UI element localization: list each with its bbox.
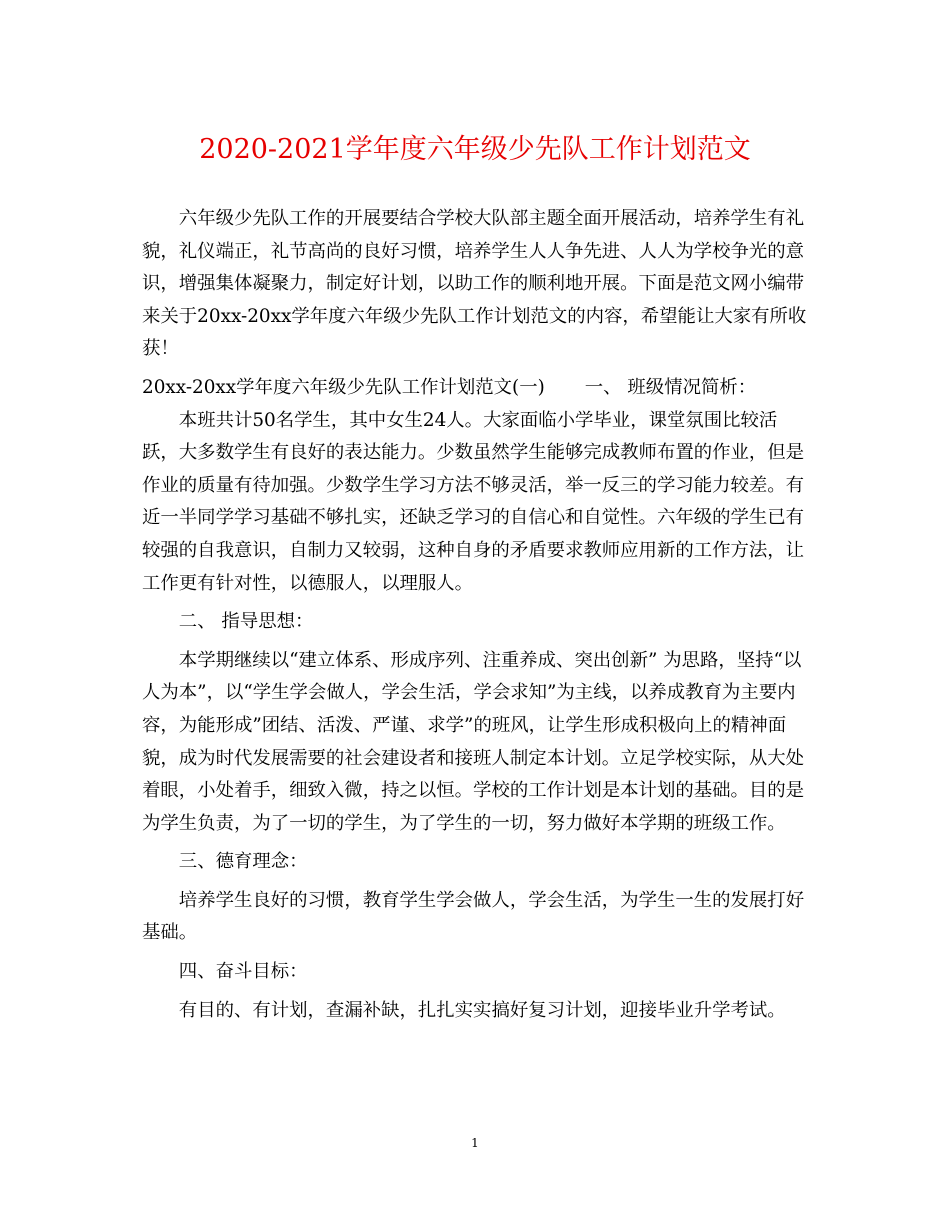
- section3-heading: 三、德育理念：: [178, 851, 308, 873]
- document-body: [142, 203, 810, 1027]
- section4-heading: 四、奋斗目标：: [178, 961, 308, 983]
- section1-body: 本班共计50名学生，其中女生24人。大家面临小学毕业，课堂氛围比较活跃，大多数学生有良好的表达能力。少数虽然学生能够完成教师布置的作业，但是作业的质量有待加强。少数学生学习方法不够灵活，举一反三的学习能力较差。有近一半同学学习基础不够扎实，还缺乏学习的自信心和自觉性。六年级的学生已有较强的自我意识，自制力又较弱，这种自身的矛盾要求教师应用新的工作方法，让工作更有针对性，以德服人，以理服人。: [142, 409, 805, 594]
- page-number: 1: [471, 1136, 479, 1150]
- section2-body: 本学期继续以“建立体系、形成序列、注重养成、突出创新” 为思路，坚持“以人为本”，以“学生学会做人，学会生活，学会求知”为主线，以养成教育为主要内容，为能形成”团结、活泼、严谨、求学”的班风，让学生形成积极向上的精神面貌，成为时代发展需要的社会建设者和接班人制定本计划。立足学校实际，从大处着眼，小处着手，细致入微，持之以恒。学校的工作计划是本计划的基础。目的是为学生负责，为了一切的学生，为了学生的一切，努力做好本学期的班级工作。: [142, 649, 805, 834]
- intro-paragraph: 六年级少先队工作的开展要结合学校大队部主题全面开展活动，培养学生有礼貌，礼仪端正，礼节高尚的良好习惯，培养学生人人争先进、人人为学校争光的意识，增强集体凝聚力，制定好计划，以助工作的顺利地开展。下面是范文网小编带来关于20xx-20xx学年度六年级少先队工作计划范文的内容，希望能让大家有所收获！: [142, 208, 807, 360]
- subtitle-line: [142, 372, 810, 405]
- section3-body: 培养学生良好的习惯，教育学生学会做人，学会生活，为学生一生的发展打好基础。: [142, 889, 805, 944]
- section2-heading: 二、 指导思想：: [178, 611, 314, 633]
- document-title: 2020-2021学年度六年级少先队工作计划范文: [199, 134, 751, 165]
- section4-body: 有目的、有计划，查漏补缺，扎扎实实搞好复习计划，迎接毕业升学考试。: [178, 999, 786, 1021]
- subtitle: 20xx-20xx学年度六年级少先队工作计划范文(一): [142, 376, 545, 398]
- section1-heading: 一、 班级情况简析：: [584, 376, 757, 398]
